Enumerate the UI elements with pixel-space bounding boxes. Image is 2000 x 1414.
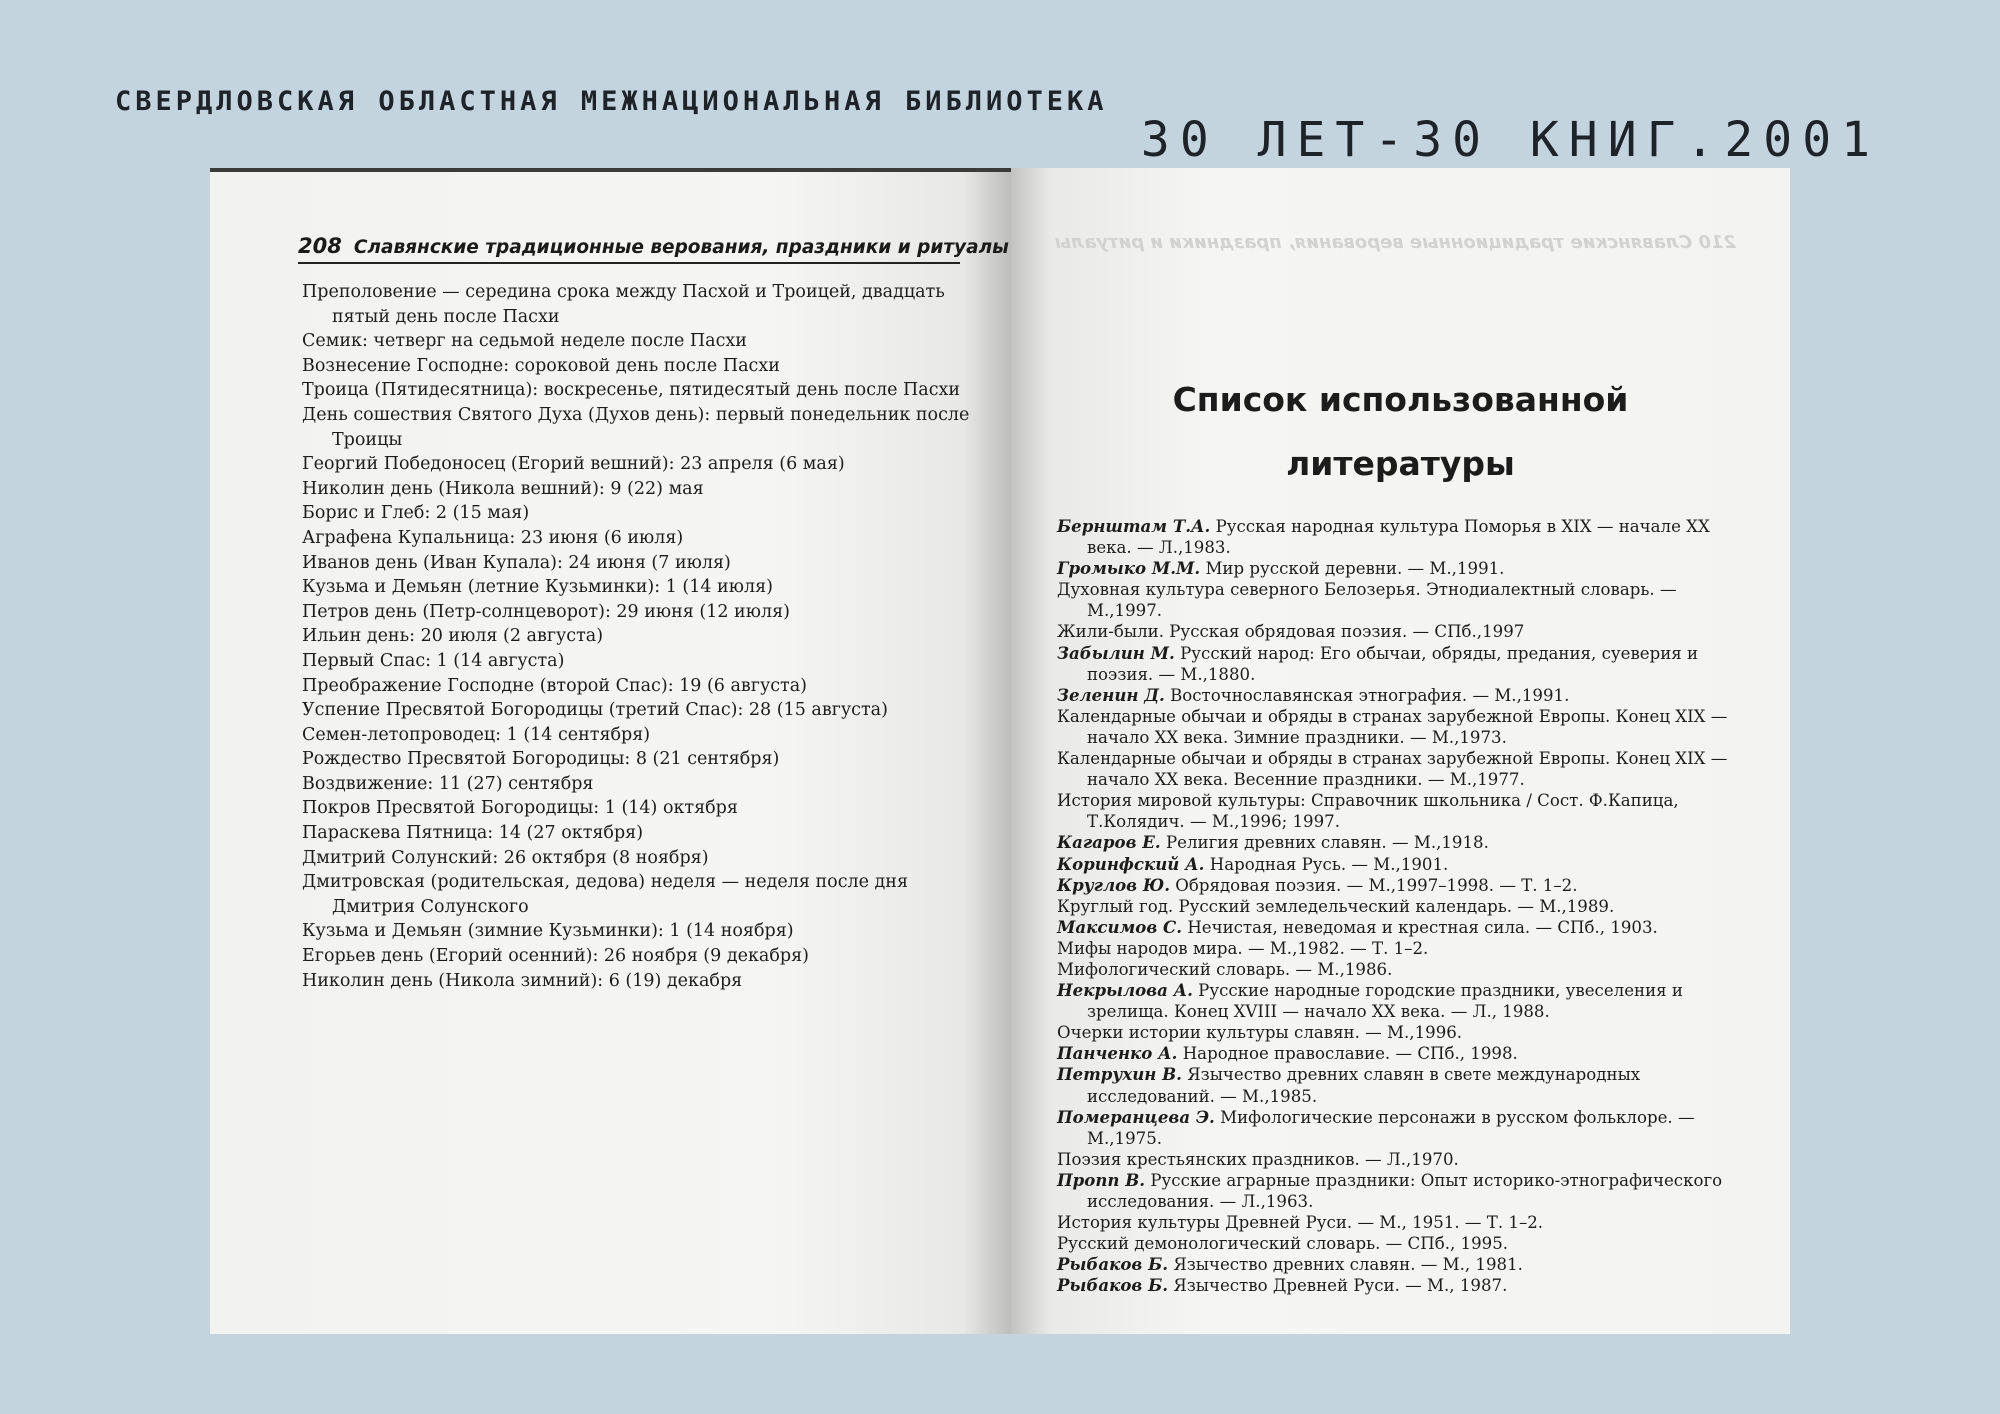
bibliography-title-line2: литературы: [1286, 444, 1515, 483]
reference-author: Петрухин В.: [1057, 1064, 1182, 1085]
feast-entry: Троица (Пятидесятница): воскресенье, пятидесятый день после Пасхи: [302, 380, 961, 401]
reference-entry: [1057, 938, 1737, 959]
reference-text: Мир русской деревни. — М.,1991.: [1205, 559, 1505, 579]
feast-entry: Аграфена Купальница: 23 июня (6 июля): [302, 527, 684, 548]
reference-text: Обрядовая поэзия. — М.,1997–1998. — Т. 1–2.: [1175, 875, 1578, 895]
reference-entry: [1057, 790, 1737, 832]
reference-entry: [1057, 1064, 1737, 1106]
reference-author: Зеленин Д.: [1057, 684, 1165, 705]
reference-author: Пропп В.: [1057, 1169, 1146, 1190]
feast-entry: Николин день (Никола зимний): 6 (19) декабря: [302, 970, 743, 991]
feast-entry: Воздвижение: 11 (27) сентября: [302, 773, 594, 794]
feast-entry: Георгий Победоносец (Егорий вешний): 23 апреля (6 мая): [302, 454, 845, 475]
reference-entry: [1057, 579, 1737, 621]
feast-entry: Семик: четверг на седьмой неделе после Пасхи: [302, 331, 747, 352]
reference-text: Народное православие. — СПб., 1998.: [1182, 1044, 1518, 1064]
feast-entry: Дмитровская (родительская, дедова) неделя — неделя после дня Дмитрия Солунского: [302, 872, 909, 917]
reference-entry: [1057, 516, 1737, 558]
reference-text: Религия древних славян. — М.,1918.: [1165, 833, 1489, 853]
reference-text: Русская народная культура Поморья в XIX — начале XX века. — Л.,1983.: [1087, 517, 1710, 558]
reference-text: История культуры Древней Руси. — М., 1951. — Т. 1–2.: [1057, 1213, 1544, 1233]
reference-text: Язычество Древней Руси. — М., 1987.: [1173, 1276, 1508, 1296]
reference-text: Календарные обычаи и обряды в странах зарубежной Европы. Конец XIX — начало XX века. Весенние праздники. — М.,1977.: [1057, 749, 1728, 790]
reference-author: Рыбаков Б.: [1057, 1254, 1169, 1275]
reference-text: Язычество древних славян. — М., 1981.: [1173, 1255, 1523, 1275]
reference-text: Жили-были. Русская обрядовая поэзия. — СПб.,1997: [1057, 622, 1525, 642]
reference-author: Круглов Ю.: [1057, 874, 1170, 895]
reference-entry: [1057, 832, 1737, 853]
reference-text: Нечистая, неведомая и крестная сила. — СПб., 1903.: [1187, 917, 1658, 937]
reference-text: Народная Русь. — М.,1901.: [1209, 854, 1449, 874]
reference-entry: [1057, 1212, 1737, 1233]
left-page: [210, 168, 1011, 1334]
reference-entry: [1057, 685, 1737, 706]
reference-text: Поэзия крестьянских праздников. — Л.,1970.: [1057, 1149, 1459, 1169]
page-number: 208: [298, 234, 342, 258]
reference-entry: [1057, 896, 1737, 917]
bibliography-title-line1: Список использованной: [1172, 380, 1629, 419]
reference-text: Русский народ: Его обычаи, обряды, предания, суеверия и поэзия. — М.,1880.: [1087, 643, 1699, 684]
feast-entry: Покров Пресвятой Богородицы: 1 (14) октября: [302, 798, 738, 819]
bleed-through-head: 210 Славянские традиционные верования, праздники и ритуалы: [1054, 232, 1736, 253]
feast-entry: Борис и Глеб: 2 (15 мая): [302, 503, 530, 524]
reference-entry: [1057, 643, 1737, 685]
reference-entry: [1057, 748, 1737, 790]
reference-author: Панченко А.: [1057, 1043, 1178, 1064]
feast-entry: День сошествия Святого Духа (Духов день): первый понедельник после Троицы: [302, 404, 970, 450]
reference-author: Коринфский А.: [1057, 853, 1205, 874]
reference-entry: [1057, 959, 1737, 980]
feast-entry: Николин день (Никола вешний): 9 (22) мая: [302, 478, 704, 499]
feast-entry: Параскева Пятница: 14 (27 октября): [302, 823, 644, 844]
feast-entry: Ильин день: 20 июля (2 августа): [302, 626, 604, 647]
reference-text: Календарные обычаи и обряды в странах зарубежной Европы. Конец XIX — начало XX века. Зимние праздники. — М.,1973.: [1057, 706, 1728, 747]
bibliography-title: [1011, 368, 1790, 496]
reference-text: Духовная культура северного Белозерья. Этнодиалектный словарь. — М.,1997.: [1057, 580, 1677, 621]
bibliography-list: [1057, 516, 1737, 1296]
reference-author: Некрылова А.: [1057, 980, 1193, 1001]
feast-entry: Иванов день (Иван Купала): 24 июня (7 июля): [302, 552, 731, 573]
feast-entry: Петров день (Петр-солнцеворот): 29 июня (12 июля): [302, 601, 790, 622]
feast-entry: Успение Пресвятой Богородицы (третий Спас): 28 (15 августа): [302, 700, 888, 721]
reference-entry: [1057, 1254, 1737, 1275]
reference-text: История мировой культуры: Справочник школьника / Сост. Ф.Капица, Т.Колядич. — М.,1996; 1997.: [1057, 791, 1679, 832]
reference-entry: [1057, 980, 1737, 1022]
collection-title: 30 ЛЕТ-30 КНИГ.2001: [1140, 112, 1880, 168]
book-spread: [210, 168, 1790, 1334]
reference-text: Очерки истории культуры славян. — М.,1996.: [1057, 1023, 1463, 1043]
feast-entry: Кузьма и Демьян (летние Кузьминки): 1 (14 июля): [302, 577, 773, 598]
feast-entry: Кузьма и Демьян (зимние Кузьминки): 1 (14 ноября): [302, 921, 794, 942]
reference-text: Русские народные городские праздники, увеселения и зрелища. Конец XVIII — начало XX века. — Л., 1988.: [1087, 981, 1683, 1022]
reference-author: Кагаров Е.: [1057, 832, 1161, 853]
running-head: [298, 234, 1009, 264]
reference-author: Громыко М.М.: [1057, 558, 1201, 579]
reference-entry: [1057, 917, 1737, 938]
feast-entry: Рождество Пресвятой Богородицы: 8 (21 сентября): [302, 749, 780, 770]
reference-text: Мифы народов мира. — М.,1982. — Т. 1–2.: [1057, 938, 1429, 958]
reference-text: Восточнославянская этнография. — М.,1991.: [1170, 685, 1570, 705]
reference-entry: [1057, 1275, 1737, 1296]
reference-entry: [1057, 854, 1737, 875]
reference-entry: [1057, 558, 1737, 579]
reference-entry: [1057, 1233, 1737, 1254]
feast-entry: Вознесение Господне: сороковой день после Пасхи: [302, 355, 780, 376]
reference-entry: [1057, 621, 1737, 642]
feast-list: [302, 280, 982, 993]
reference-text: Русские аграрные праздники: Опыт историко-этнографического исследования. — Л.,1963.: [1087, 1170, 1723, 1211]
feast-entry: Преполовение — середина срока между Пасхой и Троицей, двадцать пятый день после Пасхи: [302, 282, 945, 327]
reference-author: Забылин М.: [1057, 642, 1175, 663]
feast-entry: Егорьев день (Егорий осенний): 26 ноября (9 декабря): [302, 946, 809, 967]
reference-entry: [1057, 875, 1737, 896]
reference-text: Мифологические персонажи в русском фольклоре. — М.,1975.: [1087, 1107, 1695, 1148]
reference-text: Русский демонологический словарь. — СПб., 1995.: [1057, 1234, 1509, 1254]
reference-entry: [1057, 1022, 1737, 1043]
feast-entry: Преображение Господне (второй Спас): 19 (6 августа): [302, 675, 807, 696]
reference-author: Рыбаков Б.: [1057, 1275, 1169, 1296]
reference-author: Бернштам Т.А.: [1057, 516, 1211, 536]
reference-author: Максимов С.: [1057, 916, 1183, 937]
reference-text: Круглый год. Русский земледельческий календарь. — М.,1989.: [1057, 896, 1615, 916]
feast-entry: Семен-летопроводец: 1 (14 сентября): [302, 724, 651, 745]
reference-text: Язычество древних славян в свете международных исследований. — М.,1985.: [1087, 1065, 1641, 1106]
feast-entry: Дмитрий Солунский: 26 октября (8 ноября): [302, 847, 709, 868]
reference-text: Мифологический словарь. — М.,1986.: [1057, 959, 1393, 979]
reference-entry: [1057, 1043, 1737, 1064]
reference-entry: [1057, 706, 1737, 748]
reference-entry: [1057, 1107, 1737, 1149]
reference-author: Померанцева Э.: [1057, 1106, 1215, 1127]
reference-entry: [1057, 1149, 1737, 1170]
feast-entry: Первый Спас: 1 (14 августа): [302, 650, 565, 671]
reference-entry: [1057, 1170, 1737, 1212]
right-page: [1011, 168, 1790, 1334]
running-head-title: Славянские традиционные верования, праздники и ритуалы: [353, 237, 1009, 258]
library-name: СВЕРДЛОВСКАЯ ОБЛАСТНАЯ МЕЖНАЦИОНАЛЬНАЯ БИБЛИОТЕКА: [115, 86, 1108, 117]
